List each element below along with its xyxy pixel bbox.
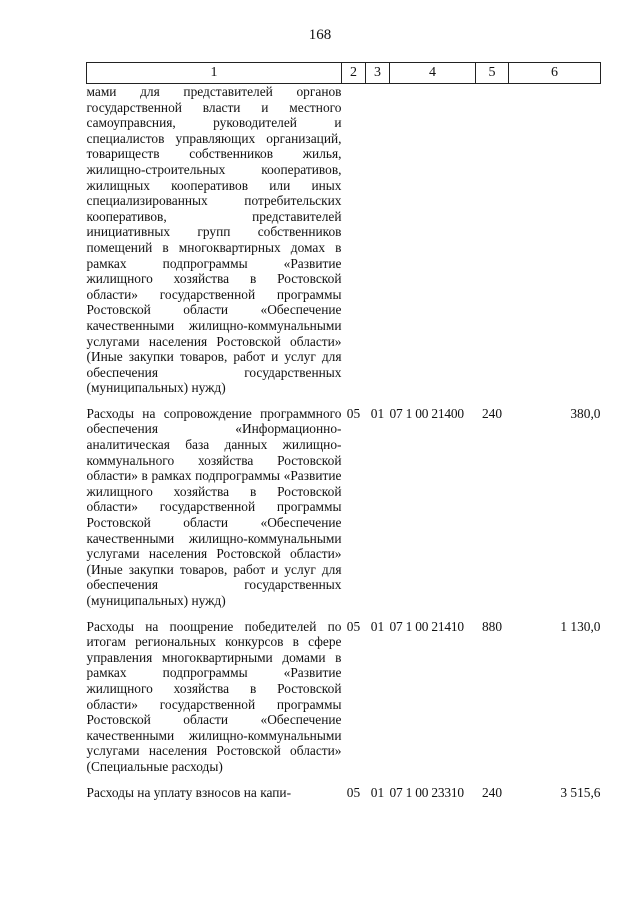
- row-target-code: 07 1 00 21410: [389, 618, 464, 634]
- row-subsection: 01: [370, 618, 385, 634]
- row-subsection: 01: [370, 405, 385, 421]
- row-section: 05: [346, 784, 361, 800]
- row-expense-type: 240: [481, 784, 503, 800]
- row-section: [342, 84, 366, 396]
- row-description: Расходы на поощрение победителей по итогам региональных конкурсов в сфере управления многоквартирными домами в рамках подпрограммы «Развитие жилищного хозяйства в Ростовской области» государственной программы Ростовской области «Обеспечение качественными жилищно-коммунальными услугами населения Ростовской области» (Специальные расходы): [86, 618, 342, 774]
- table-row: [87, 775, 601, 801]
- table-row: [87, 84, 601, 396]
- table-row: [87, 396, 601, 609]
- row-amount: 380,0: [570, 405, 601, 421]
- row-expense-type: 240: [481, 405, 503, 421]
- row-subsection: 01: [370, 784, 385, 800]
- row-section: 05: [346, 405, 361, 421]
- row-target-code: 07 1 00 23310: [389, 784, 464, 800]
- column-header-6: 6: [509, 63, 601, 84]
- row-amount: [509, 84, 601, 396]
- row-expense-type: [476, 84, 509, 396]
- row-description: мами для представителей органов государственной власти и местного самоуправсния, руководителей и специалистов управляющих организаций, товариществ собственников жилья, жилищно-строительных кооперативов, жилищных кооперативов или иных специализированных потребительских кооперативов, представителей инициативных групп собственников помещений в многоквартирных домах в рамках подпрограммы «Развитие жилищного хозяйства в Ростовской области» государственной программы Ростовской области «Обеспечение качественными жилищно-коммунальными услугами населения Ростовской области» (Иные закупки товаров, работ и услуг для обеспечения государственных (муниципальных) нужд): [86, 84, 342, 396]
- row-description: Расходы на уплату взносов на капи-: [86, 784, 292, 800]
- table-header-row: [87, 63, 601, 84]
- budget-table: [86, 62, 601, 800]
- column-header-3: 3: [366, 63, 390, 84]
- row-expense-type: 880: [481, 618, 503, 634]
- table-row: [87, 609, 601, 775]
- column-header-5: 5: [476, 63, 509, 84]
- column-header-2: 2: [342, 63, 366, 84]
- row-subsection: [366, 84, 390, 396]
- row-target-code: [390, 84, 476, 396]
- row-amount: 3 515,6: [560, 784, 601, 800]
- column-header-1: 1: [87, 63, 342, 84]
- row-description: Расходы на сопровождение программного обеспечения «Информационно-аналитическая база данных жилищно-коммунального хозяйства Ростовской области» в рамках подпрограммы «Развитие жилищного хозяйства в Ростовской области» государственной программы Ростовской области «Обеспечение качественными жилищно-коммунальными услугами населения Ростовской области» (Иные закупки товаров, работ и услуг для обеспечения государственных (муниципальных) нужд): [86, 405, 342, 608]
- row-section: 05: [346, 618, 361, 634]
- column-header-4: 4: [390, 63, 476, 84]
- row-amount: 1 130,0: [560, 618, 601, 634]
- page-number: 168: [308, 27, 332, 43]
- row-target-code: 07 1 00 21400: [389, 405, 464, 421]
